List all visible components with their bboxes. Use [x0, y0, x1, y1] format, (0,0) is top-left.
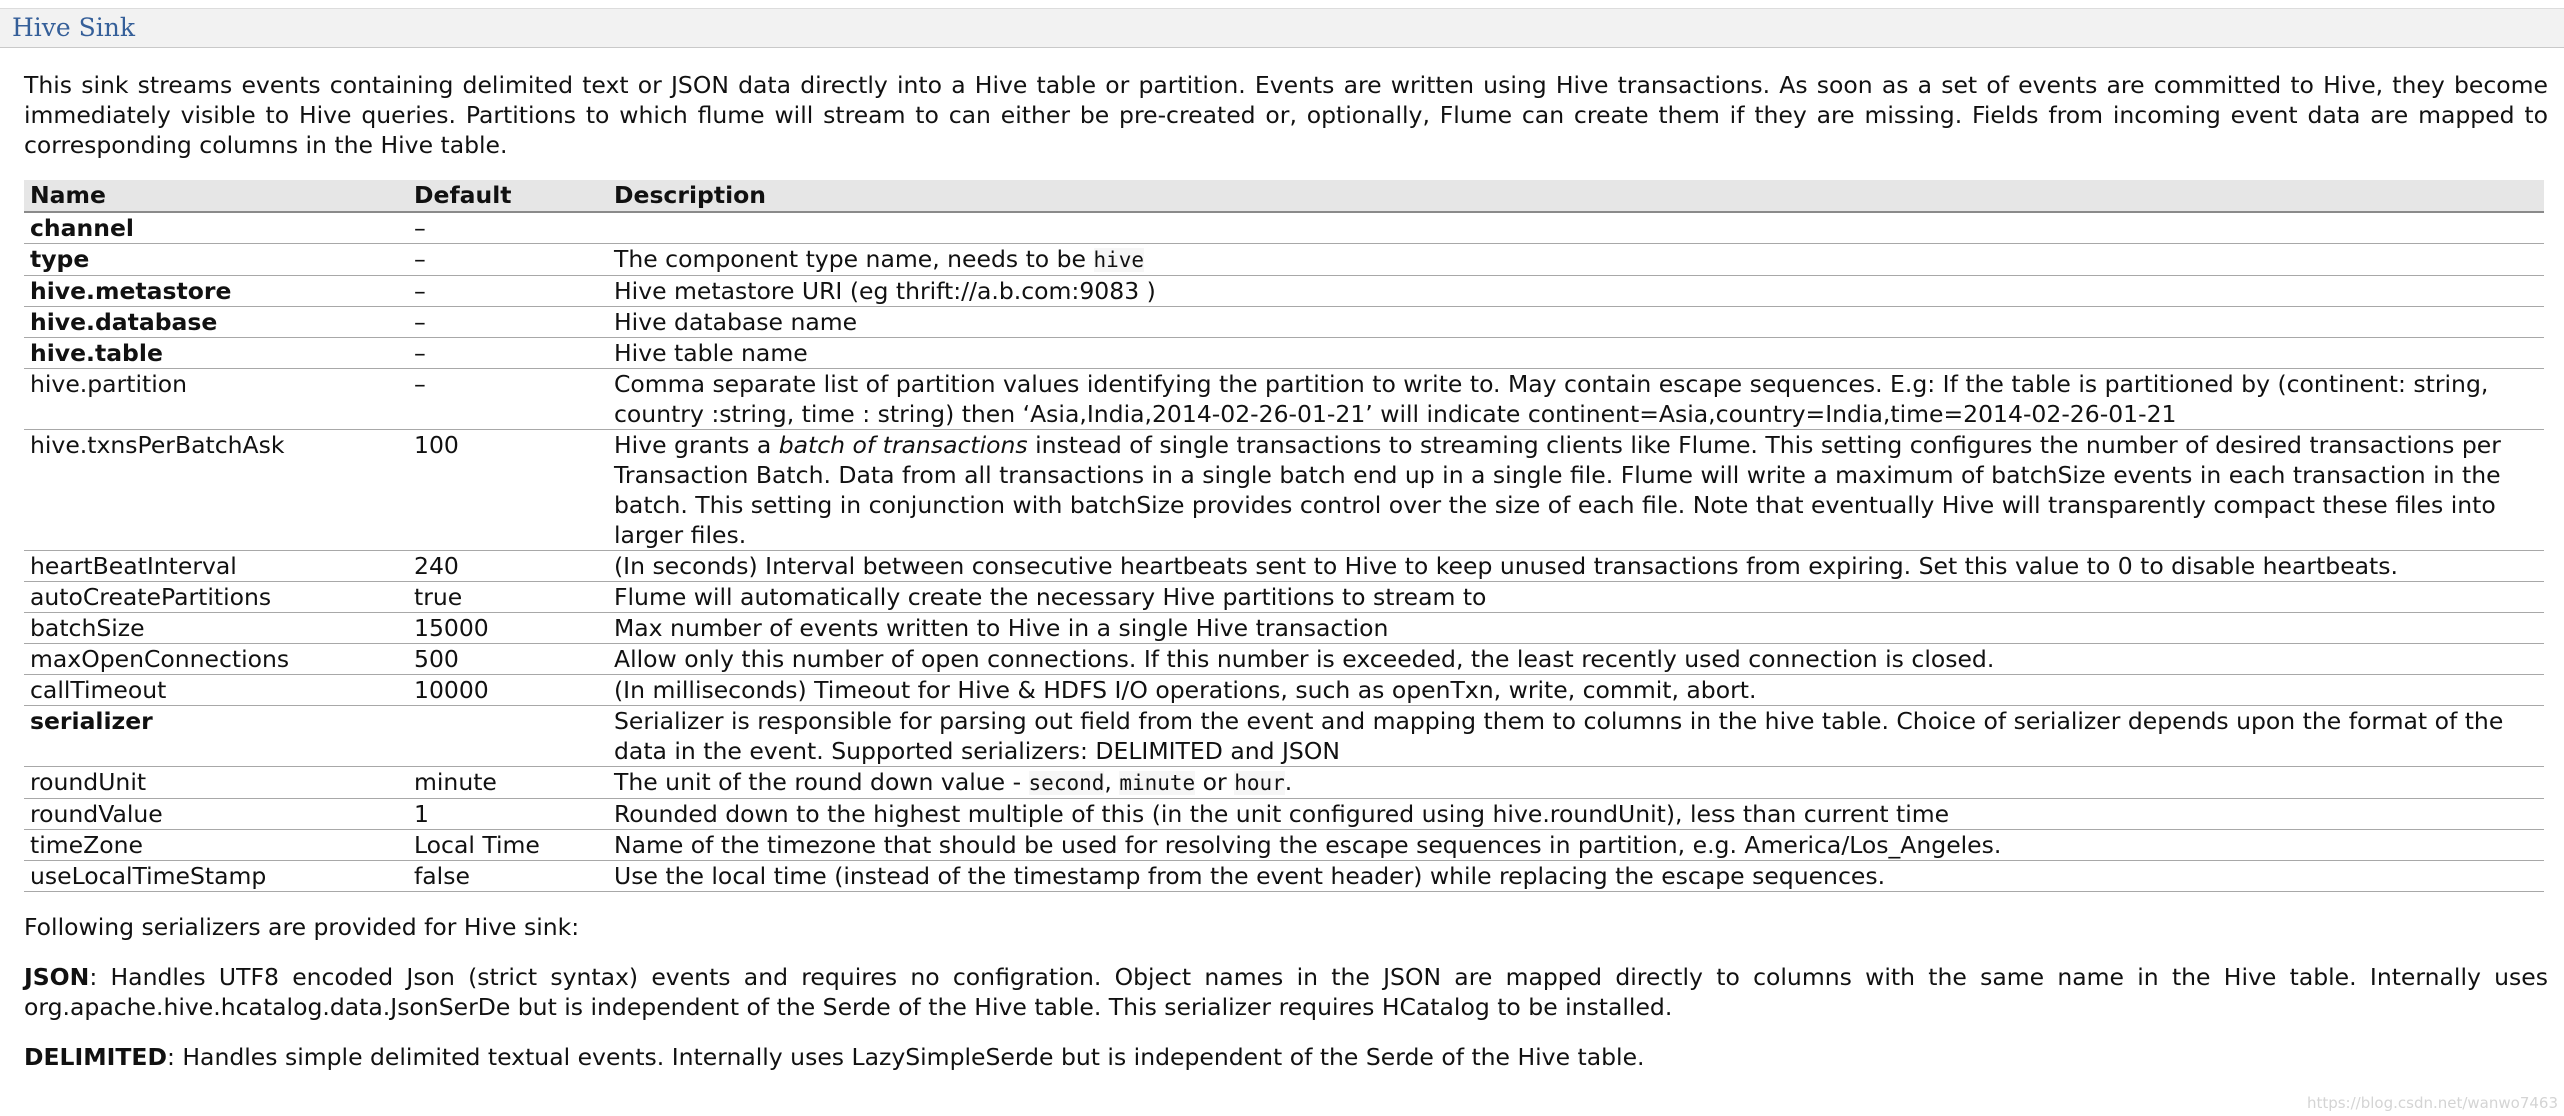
- table-row: [24, 582, 2544, 613]
- table-row: [24, 613, 2544, 644]
- table-row: [24, 767, 2544, 799]
- delimited-serializer-text: : Handles simple delimited textual events. Internally uses LazySimpleSerde but is independent of the Serde of the Hive table.: [167, 1043, 1645, 1071]
- table-header-row: [24, 180, 2544, 212]
- table-row: [24, 706, 2544, 767]
- row-default: minute: [408, 767, 608, 799]
- row-name: timeZone: [24, 830, 408, 861]
- table-row: [24, 276, 2544, 307]
- table-row: [24, 430, 2544, 551]
- row-default: –: [408, 212, 608, 244]
- row-name: hive.database: [24, 307, 408, 338]
- row-description: Name of the timezone that should be used for resolving the escape sequences in partition, e.g. America/Los_Angeles.: [608, 830, 2544, 861]
- table-row: [24, 644, 2544, 675]
- row-name: maxOpenConnections: [24, 644, 408, 675]
- row-description: Hive database name: [608, 307, 2544, 338]
- row-description: [608, 767, 2544, 799]
- serializers-intro: Following serializers are provided for Hive sink:: [24, 913, 580, 941]
- row-default: true: [408, 582, 608, 613]
- table-row: [24, 551, 2544, 582]
- row-description: (In seconds) Interval between consecutive heartbeats sent to Hive to keep unused transactions from expiring. Set this value to 0 to disable heartbeats.: [608, 551, 2544, 582]
- row-default: 1: [408, 799, 608, 830]
- description-text: The unit of the round down value -: [614, 768, 1029, 796]
- inline-code: minute: [1119, 771, 1196, 795]
- column-header-description: Description: [608, 180, 2544, 212]
- inline-code: second: [1028, 771, 1105, 795]
- row-default: 15000: [408, 613, 608, 644]
- row-name: channel: [24, 212, 408, 244]
- row-default: –: [408, 338, 608, 369]
- row-default: –: [408, 369, 608, 430]
- separator-text: or: [1195, 768, 1235, 796]
- json-serializer-paragraph: [24, 962, 2548, 1022]
- description-text: The component type name, needs to be: [614, 245, 1094, 273]
- row-description: Hive table name: [608, 338, 2544, 369]
- row-default: –: [408, 244, 608, 276]
- row-name: hive.table: [24, 338, 408, 369]
- column-header-name: Name: [24, 180, 408, 212]
- row-name: roundUnit: [24, 767, 408, 799]
- row-name: type: [24, 244, 408, 276]
- row-default: –: [408, 276, 608, 307]
- description-text: Hive grants a: [614, 431, 779, 459]
- row-description: Use the local time (instead of the timestamp from the event header) while replacing the escape sequences.: [608, 861, 2544, 892]
- table-row: [24, 369, 2544, 430]
- column-header-default: Default: [408, 180, 608, 212]
- table-row: [24, 861, 2544, 892]
- row-description: Rounded down to the highest multiple of this (in the unit configured using hive.roundUnit), less than current time: [608, 799, 2544, 830]
- row-description: [608, 430, 2544, 551]
- row-name: hive.partition: [24, 369, 408, 430]
- delimited-serializer-label: DELIMITED: [24, 1043, 167, 1071]
- description-text: instead of single transactions to streaming clients like Flume. This setting configures the number of desired transactions per Transaction Batch. Data from all transactions in a single batch end up in a single file. Flume will write a maximum of batchSize events in each transaction in the batch. This setting in conjunction with batchSize provides control over the size of each file. Note that eventually Hive will transparently compact these files into larger files.: [614, 431, 2501, 549]
- table-row: [24, 212, 2544, 244]
- table-row: [24, 799, 2544, 830]
- row-name: callTimeout: [24, 675, 408, 706]
- row-description: [608, 244, 2544, 276]
- table-row: [24, 830, 2544, 861]
- section-title: Hive Sink: [12, 13, 136, 42]
- row-default: 240: [408, 551, 608, 582]
- json-serializer-text: : Handles UTF8 encoded Json (strict syntax) events and requires no configration. Object names in the JSON are mapped directly to columns with the same name in the Hive table. Internally uses org.apache.hive.hcatalog.data.JsonSerDe but is independent of the Serde of the Hive table. This serializer requires HCatalog to be installed.: [24, 963, 2548, 1021]
- row-name: useLocalTimeStamp: [24, 861, 408, 892]
- row-default: –: [408, 307, 608, 338]
- row-default: 10000: [408, 675, 608, 706]
- inline-code: hour: [1234, 771, 1285, 795]
- section-header: [0, 8, 2564, 48]
- separator-text: ,: [1104, 768, 1120, 796]
- row-description: [608, 212, 2544, 244]
- table-row: [24, 307, 2544, 338]
- table-row: [24, 338, 2544, 369]
- row-description: Max number of events written to Hive in a single Hive transaction: [608, 613, 2544, 644]
- delimited-serializer-paragraph: [24, 1042, 2548, 1072]
- row-default: Local Time: [408, 830, 608, 861]
- properties-table: [24, 180, 2544, 892]
- row-name: hive.metastore: [24, 276, 408, 307]
- row-description: (In milliseconds) Timeout for Hive & HDFS I/O operations, such as openTxn, write, commit, abort.: [608, 675, 2544, 706]
- row-default: 100: [408, 430, 608, 551]
- row-default: false: [408, 861, 608, 892]
- content: [24, 70, 2548, 1072]
- json-serializer-label: JSON: [24, 963, 90, 991]
- row-description: Allow only this number of open connections. If this number is exceeded, the least recently used connection is closed.: [608, 644, 2544, 675]
- row-name: batchSize: [24, 613, 408, 644]
- row-description: Comma separate list of partition values identifying the partition to write to. May contain escape sequences. E.g: If the table is partitioned by (continent: string, country :string, time : string) then ‘Asia,India,2014-02-26-01-21’ will indicate continent=Asia,country=India,time=2014-02-26-01-21: [608, 369, 2544, 430]
- row-name: roundValue: [24, 799, 408, 830]
- table-row: [24, 675, 2544, 706]
- inline-code: hive: [1093, 248, 1145, 272]
- table-row: [24, 244, 2544, 276]
- row-default: 500: [408, 644, 608, 675]
- row-name: hive.txnsPerBatchAsk: [24, 430, 408, 551]
- row-name: autoCreatePartitions: [24, 582, 408, 613]
- emphasis-text: batch of transactions: [778, 431, 1028, 459]
- row-description: Serializer is responsible for parsing out field from the event and mapping them to columns in the hive table. Choice of serializer depends upon the format of the data in the event. Supported serializers: DELIMITED and JSON: [608, 706, 2544, 767]
- row-description: Flume will automatically create the necessary Hive partitions to stream to: [608, 582, 2544, 613]
- intro-paragraph: This sink streams events containing delimited text or JSON data directly into a Hive table or partition. Events are written using Hive transactions. As soon as a set of events are committed to Hive, they become immediately visible to Hive queries. Partitions to which flume will stream to can either be pre-created or, optionally, Flume can create them if they are missing. Fields from incoming event data are mapped to corresponding columns in the Hive table.: [24, 71, 2548, 159]
- row-default: [408, 706, 608, 767]
- description-text: .: [1284, 768, 1293, 796]
- watermark: https://blog.csdn.net/wanwo7463: [2306, 1094, 2558, 1112]
- row-name: heartBeatInterval: [24, 551, 408, 582]
- row-name: serializer: [24, 706, 408, 767]
- row-description: Hive metastore URI (eg thrift://a.b.com:9083 ): [608, 276, 2544, 307]
